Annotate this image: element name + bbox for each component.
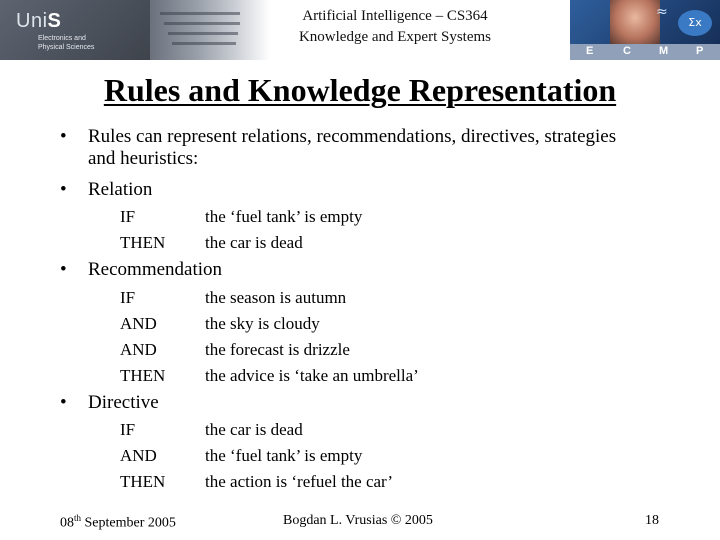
bullet-icon: • <box>60 179 67 200</box>
rule-keyword: THEN <box>120 366 166 385</box>
section-heading-directive: Directive <box>88 392 159 413</box>
logo-wordmark: UniS <box>16 10 62 32</box>
intro-text: Rules can represent relations, recommendations, directives, strategies and heuristics: <box>88 126 617 169</box>
ecm-letter: E <box>586 45 594 57</box>
footer-date: 08th September 2005 <box>60 513 176 531</box>
ecm-letter-strip <box>570 44 720 60</box>
section-heading-recommendation: Recommendation <box>88 259 223 280</box>
rule-keyword: IF <box>120 420 136 439</box>
rule-keyword: AND <box>120 314 157 333</box>
ecm-letter: P <box>696 45 704 57</box>
dolphin-icon: ≈ <box>656 4 668 20</box>
rule-text: the car is dead <box>205 420 303 439</box>
footer-author: Bogdan L. Vrusias © 2005 <box>283 513 433 528</box>
student-photo <box>610 0 660 44</box>
bullet-icon: • <box>60 126 67 147</box>
logo-department: Electronics and Physical Sciences <box>38 35 95 51</box>
ecm-letter: C <box>623 45 631 57</box>
rule-keyword: AND <box>120 340 157 359</box>
ecm-banner <box>570 0 720 60</box>
ecm-letter: M <box>659 45 669 57</box>
rule-text: the car is dead <box>205 233 303 252</box>
course-title-box <box>270 0 570 60</box>
rule-text: the ‘fuel tank’ is empty <box>205 446 363 465</box>
rule-text: the action is ‘refuel the car’ <box>205 472 394 491</box>
rule-keyword: IF <box>120 207 136 226</box>
course-title: Artificial Intelligence – CS364 <box>302 8 488 24</box>
rule-keyword: IF <box>120 288 136 307</box>
page-number: 18 <box>645 513 659 528</box>
rule-text: the ‘fuel tank’ is empty <box>205 207 363 226</box>
section-heading-relation: Relation <box>88 179 153 200</box>
unis-logo <box>0 0 150 60</box>
rule-keyword: AND <box>120 446 157 465</box>
rule-text: the forecast is drizzle <box>205 340 350 359</box>
rule-keyword: THEN <box>120 472 166 491</box>
rule-keyword: THEN <box>120 233 166 252</box>
building-image <box>150 0 270 60</box>
sigma-icon: Σx <box>678 10 712 36</box>
course-subtitle: Knowledge and Expert Systems <box>298 29 492 45</box>
rule-text: the sky is cloudy <box>205 314 320 333</box>
rule-text: the season is autumn <box>205 288 347 307</box>
header-banner <box>0 0 720 60</box>
bullet-icon: • <box>60 392 67 413</box>
rule-text: the advice is ‘take an umbrella’ <box>205 366 419 385</box>
bullet-icon: • <box>60 259 67 280</box>
slide-title: Rules and Knowledge Representation <box>103 72 617 108</box>
